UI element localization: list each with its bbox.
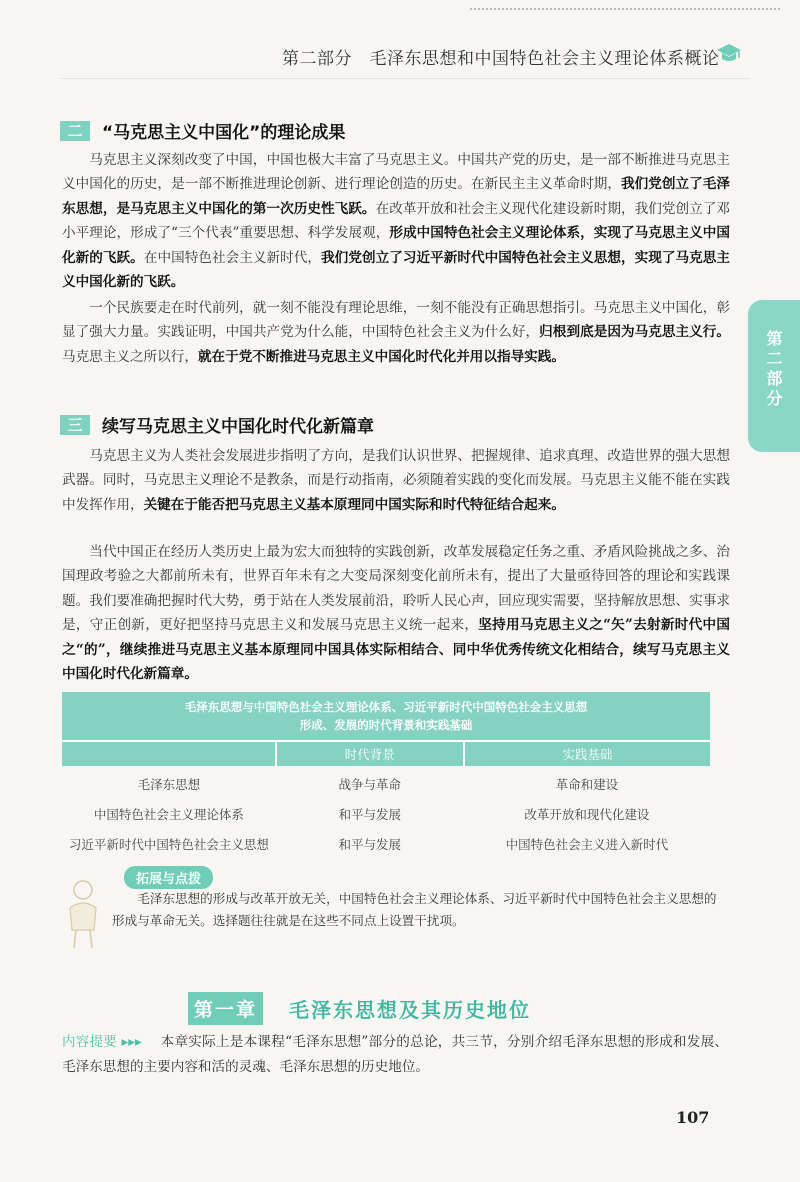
table-header-background: 时代背景 [276,741,464,766]
chapter-title: 毛泽东思想及其历史地位 [289,998,532,1022]
chapter-label: 第一章 [188,992,263,1025]
section-heading-3 [60,412,374,437]
section-heading-2 [60,118,345,143]
section-title: “马克思主义中国化”的理论成果 [102,123,346,143]
side-tab-label: 第二部分 [764,330,783,410]
section2-paragraph-2: 一个民族要走在时代前列，就一刻不能没有理论思维，一刻不能没有正确思想指引。马克思主义中国化，彰显了强大力量。实践证明，中国共产党为什么能，中国特色社会主义为什么好，归根到底是因为马克思主义行。马克思主义之所以行，就在于党不断推进马克思主义中国化时代化并用以指导实践。 [62,300,730,365]
header-divider [60,78,750,79]
table-caption: 毛泽东思想与中国特色社会主义理论体系、习近平新时代中国特色社会主义思想 形成、发展的时代背景和实践基础 [62,692,710,741]
table-header-blank [62,741,276,766]
student-illustration-icon [62,868,104,952]
summary-text: 本章实际上是本课程“毛泽东思想”部分的总论，共三节，分别介绍毛泽东思想的形成和发展、毛泽东思想的主要内容和活的灵魂、毛泽东思想的历史地位。 [62,1034,728,1075]
section-number: 三 [60,415,90,435]
table-row: 中国特色社会主义理论体系 和平与发展 改革开放和现代化建设 [93,807,650,822]
tip-badge: 拓展与点拨 [124,866,213,889]
section3-paragraph-1: 马克思主义为人类社会发展进步指明了方向，是我们认识世界、把握规律、追求真理、改造世界的强大思想武器。同时，马克思主义理论不是教条，而是行动指南，必须随着实践的变化而发展。马克思主义能不能在实践中发挥作用，关键在于能否把马克思主义基本原理同中国实际和时代特征结合起来。 [62,448,730,513]
comparison-table [62,692,710,859]
chapter-summary [62,1030,728,1080]
tip-text: 毛泽东思想的形成与改革开放无关，中国特色社会主义理论体系、习近平新时代中国特色社会主义思想的形成与革命无关。选择题往往就是在这些不同点上设置干扰项。 [112,891,717,928]
side-tab[interactable] [748,300,800,452]
section-title: 续写马克思主义中国化时代化新篇章 [102,417,374,437]
top-decorative-line [470,8,780,18]
section3-paragraph-2: 当代中国正在经历人类历史上最为宏大而独特的实践创新，改革发展稳定任务之重、矛盾风险挑战之多、治国理政考验之大都前所未有，世界百年未有之大变局深刻变化前所未有，提出了大量亟待回答的理论和实践课题。我们要准确把握时代大势，勇于站在人类发展前沿，聆听人民心声，回应现实需要，坚持解放思想、实事求是，守正创新，更好把坚持马克思主义和发展马克思主义统一起来，坚持用马克思主义之“矢”去射新时代中国之“的”，继续推进马克思主义基本原理同中国具体实际相结合、同中华优秀传统文化相结合，续写马克思主义中国化时代化新篇章。 [62,544,730,683]
graduation-cap-icon [716,42,742,64]
table-row: 毛泽东思想 战争与革命 革命和建设 [137,777,619,792]
table-header-basis: 实践基础 [464,741,710,766]
page-number: 107 [676,1108,710,1127]
summary-label: 内容提要 ▸▸▸ [62,1034,142,1050]
section2-paragraph-1: 马克思主义深刻改变了中国，中国也极大丰富了马克思主义。中国共产党的历史，是一部不断推进马克思主义中国化的历史，是一部不断推进理论创新、进行理论创造的历史。在新民主主义革命时期，我们党创立了毛泽东思想，是马克思主义中国化的第一次历史性飞跃。在改革开放和社会主义现代化建设新时期，我们党创立了邓小平理论，形成了“三个代表”重要思想、科学发展观，形成中国特色社会主义理论体系，实现了马克思主义中国化新的飞跃。在中国特色社会主义新时代，我们党创立了习近平新时代中国特色社会主义思想，实现了马克思主义中国化新的飞跃。 [62,152,731,291]
table-row: 习近平新时代中国特色社会主义思想 和平与发展 中国特色社会主义进入新时代 [68,837,669,852]
section-number: 二 [60,121,90,141]
chapter-heading [188,992,531,1025]
running-header: 第二部分 毛泽东思想和中国特色社会主义理论体系概论 [282,49,720,69]
